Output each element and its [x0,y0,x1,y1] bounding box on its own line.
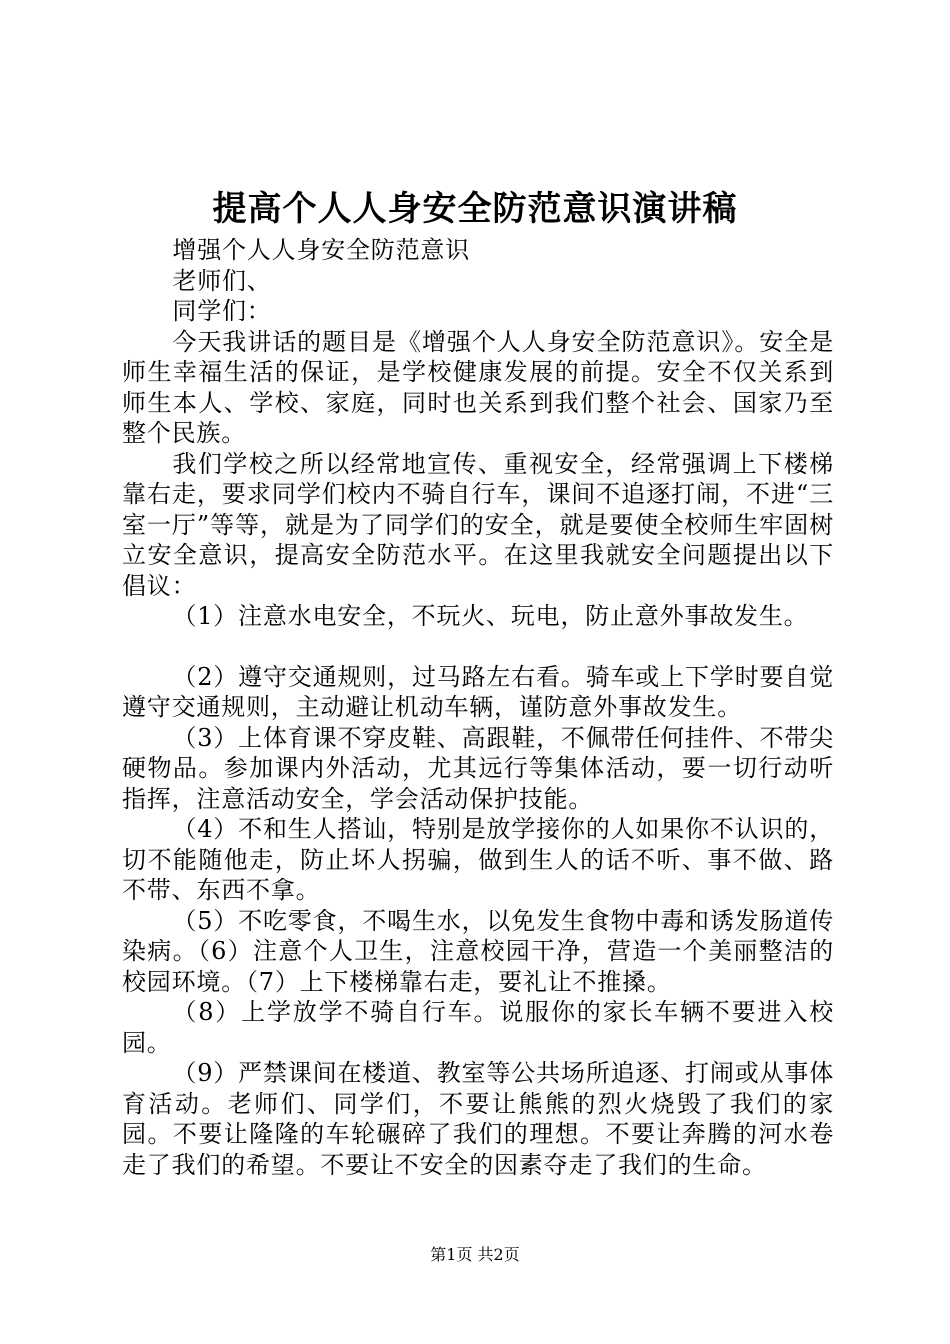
paragraph-item-3: （3）上体育课不穿皮鞋、高跟鞋，不佩带任何挂件、不带尖硬物品。参加课内外活动，尤其远行等集体活动，要一切行动听指挥，注意活动安全，学会活动保护技能。 [122,723,834,813]
paragraph-item-9: （9）严禁课间在楼道、教室等公共场所追逐、打闹或从事体育活动。老师们、同学们，不要让熊熊的烈火烧毁了我们的家园。不要让隆隆的车轮碾碎了我们的理想。不要让奔腾的河水卷走了我们的希望。不要让不安全的因素夺走了我们的生命。 [122,1059,834,1179]
paragraph-item-8: （8）上学放学不骑自行车。说服你的家长车辆不要进入校园。 [122,998,834,1057]
paragraph-school-safety: 我们学校之所以经常地宣传、重视安全，经常强调上下楼梯靠右走，要求同学们校内不骑自行车，课间不追逐打闹，不进“三室一厅”等等，就是为了同学们的安全，就是要使全校师生牢固树立安全意识，提高安全防范水平。在这里我就安全问题提出以下倡议： [122,449,834,600]
document-body [122,235,834,1180]
paragraph-item-2: （2）遵守交通规则，过马路左右看。骑车或上下学时要自觉遵守交通规则，主动避让机动车辆，谨防意外事故发生。 [122,662,834,721]
paragraph-subtitle: 增强个人人身安全防范意识 [172,236,470,264]
page-number-footer: 第1页 共2页 [430,1245,520,1264]
paragraph-salutation-teachers: 老师们、 [172,266,272,295]
paragraph-item-1: （1）注意水电安全，不玩火、玩电，防止意外事故发生。 [172,602,809,630]
paragraph-salutation-students: 同学们： [172,297,272,325]
paragraph-intro: 今天我讲话的题目是《增强个人人身安全防范意识》。安全是师生幸福生活的保证，是学校健康发展的前提。安全不仅关系到师生本人、学校、家庭，同时也关系到我们整个社会、国家乃至整个民族。 [122,327,834,447]
document-title: 提高个人人身安全防范意识演讲稿 [212,189,738,229]
paragraph-item-4: （4）不和生人搭讪，特别是放学接你的人如果你不认识的，切不能随他走，防止坏人拐骗，做到生人的话不听、事不做、路不带、东西不拿。 [122,815,834,904]
paragraph-item-5-7: （5）不吃零食，不喝生水，以免发生食物中毒和诱发肠道传染病。（6）注意个人卫生，注意校园干净，营造一个美丽整洁的校园环境。（7）上下楼梯靠右走，要礼让不推搡。 [122,906,834,996]
